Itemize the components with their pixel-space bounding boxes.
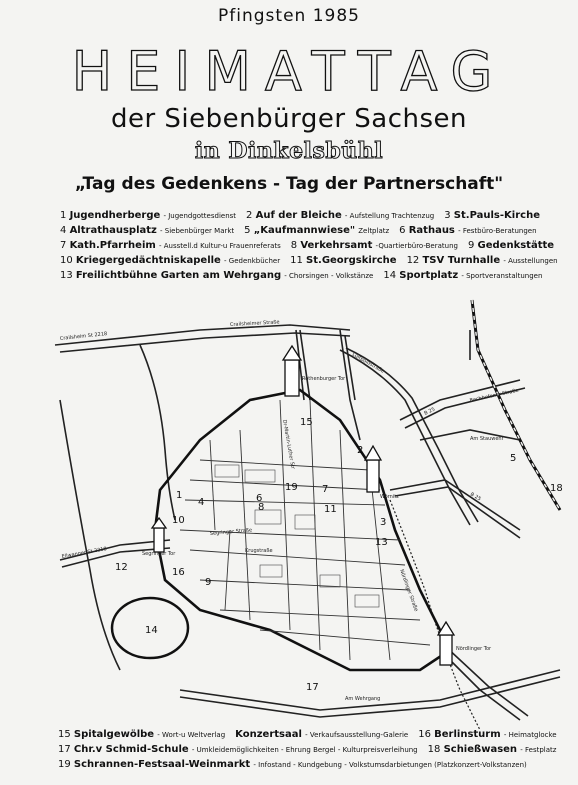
railway (472, 300, 560, 510)
legend-row (60, 238, 560, 253)
legend-number: 7 (60, 240, 67, 251)
marker-15: 15 (300, 417, 313, 428)
legend-description: - Aufstellung Trachtenzug (344, 212, 435, 220)
legend-place: Sportplatz (399, 270, 459, 281)
legend-row (58, 727, 558, 742)
legend-number: 15 (58, 729, 71, 740)
legend-number: 10 (60, 255, 73, 266)
legend-place: TSV Turnhalle (422, 255, 501, 266)
legend-place: Konzertsaal (235, 729, 302, 740)
street-krugstrasse: Krugstraße (245, 548, 273, 554)
street-am-stauwehr: Am Stauwehr (470, 436, 504, 442)
legend-number: 8 (290, 240, 298, 251)
marker-11: 11 (324, 504, 337, 515)
river-woernitz (390, 500, 480, 730)
legend-item (58, 729, 225, 740)
legend-description: - Ausstell.d Kultur-u Frauenreferats (159, 242, 281, 250)
legend-item (291, 240, 458, 251)
poster-location: in Dinkelsbühl (194, 138, 384, 164)
legend-row (60, 253, 560, 268)
legend-place: Gedenkstätte (477, 240, 555, 251)
legend-description: - Gedenkbücher (224, 257, 281, 265)
legend-place: Altrathausplatz (69, 225, 157, 236)
marker-14: 14 (145, 625, 158, 636)
street-segringer-strasse: Segringer Straße (209, 527, 253, 537)
legend-place: Schrannen-Festsaal-Weinmarkt (73, 759, 251, 770)
legend-place: Spitalgewölbe (73, 729, 155, 740)
street-bechhofener-strasse: Bechhofener Straße (469, 387, 520, 404)
legend-number: 18 (427, 744, 441, 755)
legend-description: -Quartierbüro-Beratung (375, 242, 458, 250)
street-b25-south: B 25 (469, 491, 482, 503)
legend-number: 3 (444, 210, 451, 221)
legend-description: - Siebenbürger Markt (160, 227, 235, 235)
legend-place: St.Georgskirche (306, 255, 397, 266)
marker-18: 18 (550, 483, 563, 494)
street-b25-north: B 25 (423, 406, 437, 417)
legend-number: 5 (244, 225, 251, 236)
map-roads (55, 325, 560, 720)
legend-description: - Wort-u Weltverlag (157, 731, 226, 739)
legend-number: 12 (406, 255, 420, 266)
map-markers (115, 417, 563, 693)
legend-description: - Verkaufsausstellung-Galerie (305, 731, 409, 739)
segringer-tor-icon (152, 518, 166, 552)
legend-item (58, 744, 418, 755)
legend-place: Auf der Bleiche (255, 210, 342, 221)
marker-9: 9 (205, 577, 212, 588)
legend-top (60, 208, 560, 283)
legend-item (60, 255, 280, 266)
legend-item (58, 759, 527, 770)
legend-item (468, 240, 554, 251)
legend-item (444, 210, 540, 221)
legend-number: 17 (58, 744, 71, 755)
legend-number: 9 (467, 240, 475, 251)
legend-row (60, 223, 560, 238)
poster-title: HEIMATTAG (71, 40, 507, 103)
street-dr-martin-luther: Dr-Martin-Luther Str (281, 419, 296, 470)
legend-description: - Infostand - Kundgebung - Volkstumsdarbietungen (Platzkonzert-Volkstanzen) (253, 761, 527, 769)
old-town-wall (155, 390, 450, 670)
legend-item (383, 270, 542, 281)
legend-place: Rathaus (408, 225, 455, 236)
legend-place: Schießwasen (443, 744, 518, 755)
legend-item (60, 240, 281, 251)
legend-place: Kath.Pfarrheim (69, 240, 156, 251)
legend-number: 6 (399, 225, 406, 236)
legend-place: St.Pauls-Kirche (453, 210, 540, 221)
legend-item (244, 225, 389, 236)
woernitz-tor-icon (365, 446, 381, 492)
marker-19: 19 (285, 482, 298, 493)
legend-place: Chr.v Schmid-Schule (73, 744, 189, 755)
marker-8: 8 (258, 502, 265, 513)
legend-row (60, 268, 560, 283)
legend-description: - Heimatglocke (503, 731, 557, 739)
legend-row (60, 208, 560, 223)
marker-4: 4 (198, 497, 205, 508)
legend-item (60, 225, 234, 236)
event-date: Pfingsten 1985 (218, 6, 360, 26)
legend-place: Verkehrsamt (300, 240, 373, 251)
legend-description: - Ausstellungen (503, 257, 558, 265)
legend-item (418, 729, 556, 740)
legend-description: - Sportveranstaltungen (461, 272, 543, 280)
legend-item (60, 270, 373, 281)
legend-number: 14 (383, 270, 397, 281)
legend-description: - Jugendgottesdienst (163, 212, 237, 220)
marker-5: 5 (510, 453, 517, 464)
legend-row (58, 742, 558, 757)
street-crailsheim-st: Crailsheim St 2218 (59, 331, 108, 342)
legend-number: 11 (290, 255, 303, 266)
street-noerdlinger-strasse: Nördlinger Straße (398, 568, 419, 613)
legend-description: - Festplatz (520, 746, 557, 754)
legend-number: 16 (418, 729, 431, 740)
street-am-wehrgang: Am Wehrgang (345, 696, 381, 702)
legend-number: 19 (58, 759, 71, 770)
legend-number: 1 (60, 210, 67, 221)
legend-description: - Festbüro-Beratungen (458, 227, 537, 235)
town-map (0, 290, 578, 730)
poster-subtitle: der Siebenbürger Sachsen (110, 104, 468, 134)
marker-1: 1 (176, 490, 183, 501)
marker-3: 3 (380, 517, 387, 528)
legend-place: „Kaufmannwiese" (253, 225, 356, 236)
marker-13: 13 (375, 537, 388, 548)
legend-item (235, 729, 408, 740)
legend-row (58, 757, 558, 772)
street-crailsheimer-strasse: Crailsheimer Straße (229, 319, 280, 328)
legend-place: Kriegergedächtniskapelle (75, 255, 221, 266)
marker-2: 2 (357, 445, 364, 456)
legend-item (399, 225, 536, 236)
street-luitpoldstrasse: Luitpoldstraße (351, 351, 386, 375)
marker-6: 6 (256, 493, 263, 504)
marker-12: 12 (115, 562, 128, 573)
legend-bottom (58, 727, 558, 772)
legend-description: - Umkleidemöglichkeiten - Ehrung Bergel - Kulturpreisverleihung (191, 746, 418, 754)
legend-description: Zeltplatz (358, 227, 390, 235)
marker-17: 17 (306, 682, 319, 693)
legend-place: Freilichtbühne Garten am Wehrgang (75, 270, 282, 281)
legend-item (60, 210, 236, 221)
legend-item (290, 255, 396, 266)
marker-10: 10 (172, 515, 185, 526)
legend-item (407, 255, 558, 266)
legend-description: - Chorsingen - Volkstänze (284, 272, 374, 280)
poster-motto: „Tag des Gedenkens - Tag der Partnerschaft" (74, 174, 504, 194)
legend-item (428, 744, 557, 755)
legend-place: Berlinsturm (434, 729, 501, 740)
legend-place: Jugendherberge (69, 210, 161, 221)
street-segringer-tor: Segringer Tor (142, 551, 176, 557)
legend-number: 4 (60, 225, 67, 236)
legend-item (246, 210, 434, 221)
legend-number: 13 (60, 270, 73, 281)
street-noerdlinger-tor: Nördlinger Tor (456, 646, 492, 652)
legend-number: 2 (246, 210, 253, 221)
street-woernitz: Wörnitz (380, 494, 399, 500)
street-ellwanger-st: Ellwanger St 2218 (61, 546, 108, 560)
marker-7: 7 (322, 484, 329, 495)
marker-16: 16 (172, 567, 185, 578)
street-rothenburger-tor: Rothenburger Tor (302, 376, 346, 382)
